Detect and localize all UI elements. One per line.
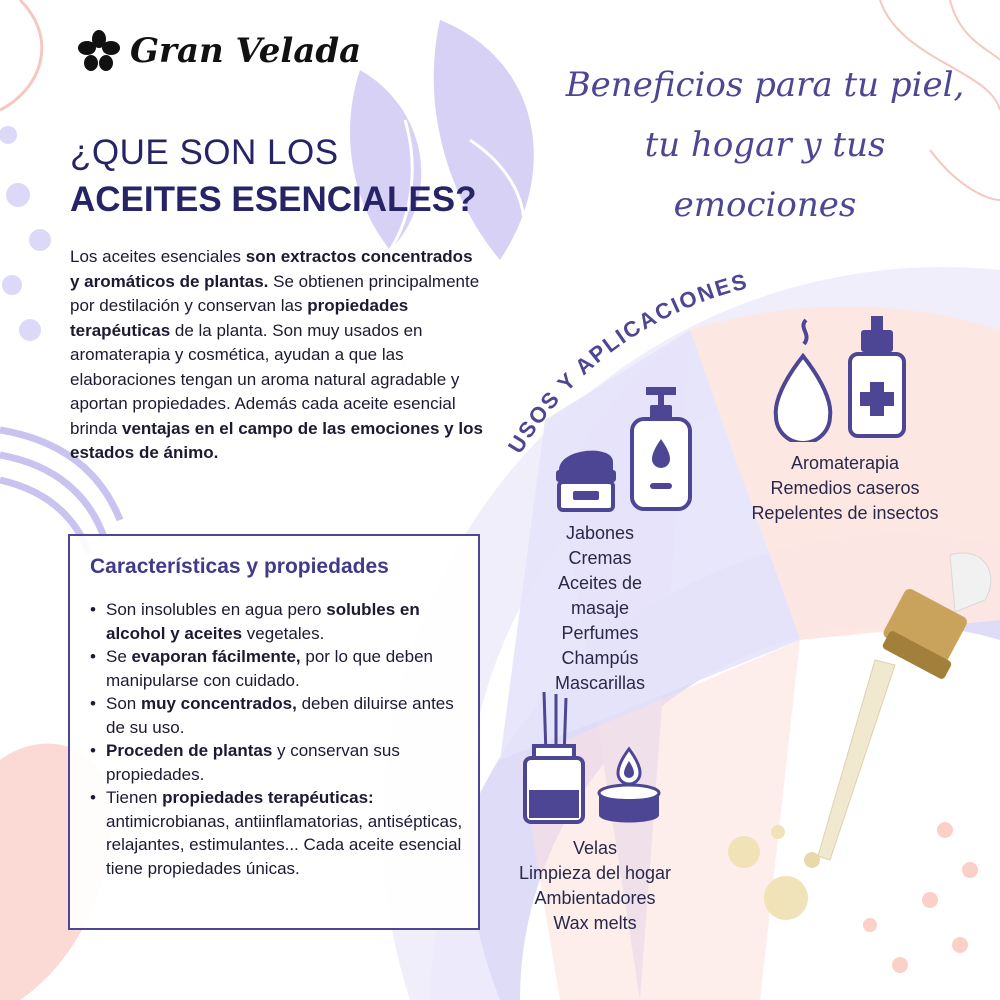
item-text: antimicrobianas, antiinflamatorias, antisépticas, relajantes, estimulantes... Cada aceite esencial tiene propiedades únicas.: [106, 811, 463, 878]
candle-icon: [596, 745, 662, 825]
list-item: [88, 645, 473, 692]
list-item: Champús: [561, 648, 639, 668]
list-item: [88, 786, 473, 880]
item-text: vegetales.: [242, 623, 325, 643]
item-text: por lo que deben manipularse con cuidado.: [106, 647, 433, 690]
intro-text-1: Los aceites esenciales: [70, 247, 246, 266]
list-item: Velas: [572, 838, 618, 858]
intro-bold-3: ventajas en el campo de las emociones y los estados de ánimo.: [70, 418, 483, 462]
list-item: Ambientadores: [534, 888, 656, 908]
list-item: Repelentes de insectos: [751, 503, 939, 523]
list-item: Wax melts: [553, 913, 637, 933]
intro-bold-2: propiedades terapéuticas: [70, 296, 409, 340]
item-text: Son insolubles en agua pero: [106, 600, 327, 619]
list-item: Jabones: [565, 523, 635, 543]
list-item: Remedios caseros: [770, 478, 920, 498]
list-item: masaje: [570, 598, 630, 618]
intro-text-2: Se obtienen principalmente por destilación y conservan las: [70, 271, 480, 315]
heading-line-2: ACEITES ESENCIALES?: [70, 180, 477, 219]
item-text: Son: [106, 694, 141, 713]
tagline-line-2: tu hogar y tus emociones: [644, 125, 886, 225]
reed-diffuser-icon: [522, 690, 586, 826]
item-text: Tienen: [106, 788, 163, 807]
item-bold: solubles en alcohol y aceites: [106, 600, 420, 643]
intro-bold-1: son extractos concentrados y aromáticos de plantas.: [70, 247, 473, 291]
brand-name: Gran Velada: [130, 31, 362, 71]
list-item: Aceites de: [557, 573, 643, 593]
characteristics-list: [88, 598, 473, 880]
brand-logo: [78, 30, 361, 72]
heading-line-1: ¿QUE SON LOS: [70, 133, 339, 172]
item-bold: evaporan fácilmente,: [131, 647, 301, 666]
item-bold: propiedades terapéuticas:: [162, 788, 374, 807]
item-text: Se: [106, 647, 132, 666]
wellness-uses: [725, 451, 965, 526]
item-bold: Proceden de plantas: [106, 741, 273, 760]
uses-label: USOS Y APLICACIONES: [502, 268, 751, 458]
soap-dispenser-icon: [628, 383, 694, 513]
list-item: Limpieza del hogar: [518, 863, 672, 883]
intro-paragraph: [70, 245, 485, 466]
item-bold: muy concentrados,: [140, 694, 297, 713]
tagline: [560, 55, 970, 235]
intro-text-3: de la planta. Son muy usados en aromaterapia y cosmética, ayudan a que las elaboraciones tengan un aroma natural agradable y aportan propiedades. Además cada aceite esencial brinda: [70, 320, 460, 438]
tagline-line-1: Beneficios para tu piel,: [565, 65, 965, 105]
list-item: Aromaterapia: [790, 453, 900, 473]
item-text: deben diluirse antes de su uso.: [106, 694, 454, 737]
list-item: Cremas: [568, 548, 632, 568]
characteristics-title: Características y propiedades: [90, 555, 389, 578]
list-item: [88, 739, 473, 786]
list-item: Mascarillas: [554, 673, 646, 693]
cream-jar-icon: [553, 440, 619, 514]
list-item: Perfumes: [561, 623, 639, 643]
cosmetics-uses: [525, 521, 675, 696]
flower-icon: [78, 30, 120, 72]
list-item: [88, 598, 473, 645]
medicine-bottle-icon: [846, 314, 908, 440]
list-item: [88, 692, 473, 739]
home-uses: [500, 836, 690, 936]
item-text: y conservan sus propiedades.: [106, 741, 400, 784]
oil-drop-icon: [772, 318, 834, 442]
